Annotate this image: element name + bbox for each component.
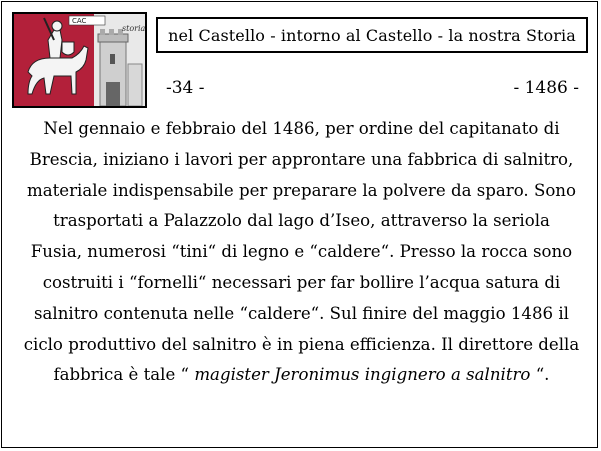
body-line: Fusia, numerosi “tini“ di legno e “caldere“. Presso la rocca sono — [30, 242, 573, 262]
body-line: trasportati a Palazzolo dal lago d’Iseo, attraverso la seriola — [53, 211, 550, 231]
logo — [12, 12, 147, 108]
svg-text:CAC: CAC — [72, 17, 87, 25]
page-card — [1, 1, 598, 448]
year-label: - 1486 - — [513, 78, 579, 98]
body-line: salnitro contenuta nelle “caldere“. Sul finire del maggio 1486 il — [34, 303, 569, 323]
body-line: Nel gennaio e febbraio del 1486, per ordine del capitanato di — [43, 119, 560, 138]
page-title: nel Castello - intorno al Castello - la nostra Storia — [168, 25, 576, 45]
body-last-prefix: fabbrica è tale “ — [53, 365, 190, 385]
page-number: -34 - — [166, 78, 205, 98]
body-line: materiale indispensabile per preparare la polvere da sparo. Sono — [26, 180, 576, 200]
body-line: Brescia, iniziano i lavori per approntare una fabbrica di salnitro, — [29, 149, 574, 169]
body-paragraph — [14, 114, 589, 391]
body-line: costruiti i “fornelli“ necessari per far bollire l’acqua satura di — [42, 272, 561, 292]
header-title-box — [156, 17, 588, 53]
body-line-last — [14, 360, 589, 391]
quoted-title: magister Jeronimus ingignero a salnitro — [189, 365, 531, 385]
logo-caption: storia — [122, 24, 146, 33]
body-last-suffix: “. — [530, 365, 550, 385]
body-line: ciclo produttivo del salnitro è in piena efficienza. Il direttore della — [23, 334, 580, 354]
